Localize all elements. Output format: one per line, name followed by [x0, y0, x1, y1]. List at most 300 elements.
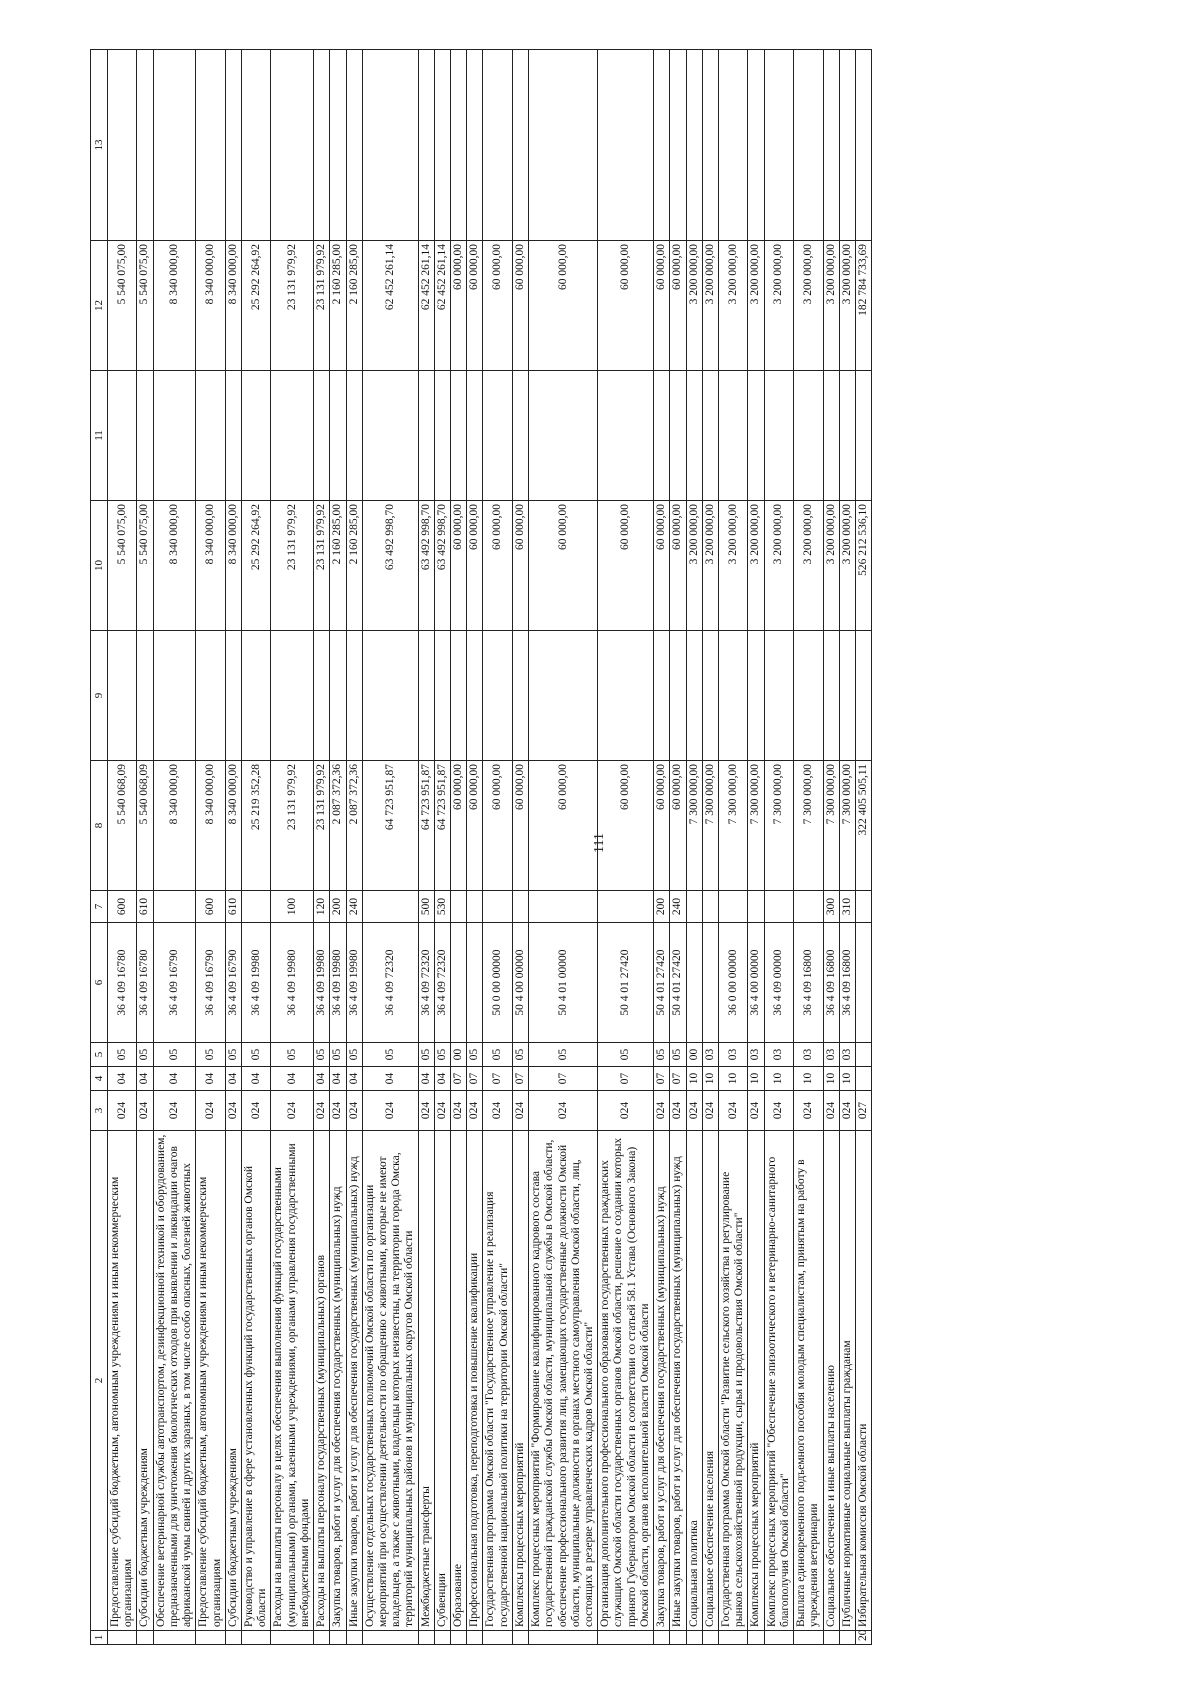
table-cell-c9	[137, 631, 153, 761]
table-cell-n	[346, 1631, 362, 1645]
table-row	[137, 50, 153, 1645]
table-cell-c8: 2 087 372,36	[346, 761, 362, 891]
table-cell-c5: 05	[529, 1043, 598, 1067]
table-cell-c7	[686, 891, 702, 923]
table-cell-c7: 310	[839, 891, 855, 923]
table-cell-c5: 05	[418, 1043, 434, 1067]
table-cell-c7: 240	[670, 891, 686, 923]
table-cell-c10: 3 200 000,00	[764, 501, 793, 631]
table-row	[823, 50, 839, 1645]
table-cell-c11	[434, 371, 450, 501]
table-cell-c13	[241, 50, 270, 241]
table-cell-c13	[855, 50, 871, 241]
table-cell-c9	[108, 631, 137, 761]
table-cell-c12: 60 000,00	[654, 241, 670, 371]
table-cell-c9	[794, 631, 823, 761]
table-cell-c8: 8 340 000,00	[153, 761, 196, 891]
table-row	[241, 50, 270, 1645]
table-cell-c9	[241, 631, 270, 761]
table-body	[108, 50, 872, 1645]
table-cell-c6: 36 4 09 19980	[241, 923, 270, 1043]
table-cell-n	[451, 1631, 467, 1645]
table-cell-c9	[654, 631, 670, 761]
table-cell-c10: 60 000,00	[670, 501, 686, 631]
table-cell-c13	[512, 50, 528, 241]
table-cell-name: Образование	[451, 1131, 467, 1631]
table-cell-c11	[346, 371, 362, 501]
table-cell-c7: 530	[434, 891, 450, 923]
table-cell-name: Комплексы процессных мероприятий	[512, 1131, 528, 1631]
table-cell-c4: 04	[196, 1067, 225, 1091]
table-cell-c11	[483, 371, 512, 501]
table-cell-name: Субсидии бюджетным учреждениям	[225, 1131, 241, 1631]
table-cell-c8: 7 300 000,00	[839, 761, 855, 891]
table-cell-c7: 100	[271, 891, 314, 923]
table-cell-n	[241, 1631, 270, 1645]
table-cell-c3: 024	[512, 1091, 528, 1131]
table-cell-c5: 05	[483, 1043, 512, 1067]
table-cell-c8: 64 723 951,87	[418, 761, 434, 891]
table-cell-c12: 60 000,00	[529, 241, 598, 371]
table-cell-c9	[451, 631, 467, 761]
table-cell-c12: 62 452 261,14	[362, 241, 418, 371]
table-cell-name: Социальная политика	[686, 1131, 702, 1631]
table-cell-c11	[108, 371, 137, 501]
table-cell-c3: 024	[346, 1091, 362, 1131]
table-cell-c11	[225, 371, 241, 501]
table-cell-c10: 3 200 000,00	[748, 501, 764, 631]
table-cell-c10: 60 000,00	[654, 501, 670, 631]
table-cell-c7	[512, 891, 528, 923]
table-cell-c12: 3 200 000,00	[794, 241, 823, 371]
table-cell-c4: 10	[794, 1067, 823, 1091]
table-cell-c9	[225, 631, 241, 761]
table-cell-c5: 05	[271, 1043, 314, 1067]
table-cell-c13	[346, 50, 362, 241]
table-cell-c4: 07	[529, 1067, 598, 1091]
table-cell-c10: 23 131 979,92	[271, 501, 314, 631]
table-cell-c12: 23 131 979,92	[314, 241, 330, 371]
table-cell-c7	[764, 891, 793, 923]
table-cell-c6: 36 4 09 16790	[153, 923, 196, 1043]
table-cell-name: Предоставление субсидий бюджетным, автономным учреждениям и иным некоммерческим организациям	[196, 1131, 225, 1631]
table-cell-c6	[702, 923, 718, 1043]
column-header-6: 6	[91, 923, 108, 1043]
table-cell-c3: 027	[855, 1091, 871, 1131]
table-cell-c13	[330, 50, 346, 241]
table-row	[346, 50, 362, 1645]
table-cell-n	[794, 1631, 823, 1645]
table-cell-c5: 05	[654, 1043, 670, 1067]
table-cell-c7	[451, 891, 467, 923]
table-cell-c13	[839, 50, 855, 241]
table-cell-c13	[764, 50, 793, 241]
table-cell-n	[512, 1631, 528, 1645]
table-cell-c7: 200	[654, 891, 670, 923]
table-cell-c12: 3 200 000,00	[748, 241, 764, 371]
table-cell-c3: 024	[529, 1091, 598, 1131]
table-row	[271, 50, 314, 1645]
table-cell-c11	[451, 371, 467, 501]
table-row	[670, 50, 686, 1645]
table-cell-c5: 03	[764, 1043, 793, 1067]
table-cell-c13	[794, 50, 823, 241]
table-cell-c7	[794, 891, 823, 923]
table-cell-c7	[467, 891, 483, 923]
table-cell-c9	[512, 631, 528, 761]
table-cell-c12: 3 200 000,00	[718, 241, 747, 371]
table-cell-c5: 05	[346, 1043, 362, 1067]
table-cell-c4: 07	[451, 1067, 467, 1091]
table-cell-c11	[418, 371, 434, 501]
table-cell-c6: 36 4 09 72320	[418, 923, 434, 1043]
table-cell-c10: 23 131 979,92	[314, 501, 330, 631]
table-cell-name: Комплекс процессных мероприятий "Формирование квалифицированного кадрового состава государственной гражданской службы Омской области, муниципальной службы в Омской области, обеспечение профессионального развития лиц, замещающих государственные должности Омской области, муниципальные должности в органах местного самоуправления Омской области, лиц, состоящих в резерве управленческих кадров Омской области"	[529, 1131, 598, 1631]
table-cell-c8: 322 405 505,11	[855, 761, 871, 891]
table-cell-c10: 3 200 000,00	[718, 501, 747, 631]
table-cell-c4: 04	[153, 1067, 196, 1091]
table-cell-c6: 36 4 09 16780	[137, 923, 153, 1043]
table-cell-c9	[434, 631, 450, 761]
table-cell-c13	[598, 50, 654, 241]
table-cell-c9	[196, 631, 225, 761]
column-header-10: 10	[91, 501, 108, 631]
page-number: 111	[591, 833, 607, 853]
table-cell-c9	[748, 631, 764, 761]
table-row	[794, 50, 823, 1645]
table-cell-n	[153, 1631, 196, 1645]
table-cell-c5: 05	[467, 1043, 483, 1067]
table-cell-name: Субсидии бюджетным учреждениям	[137, 1131, 153, 1631]
table-cell-c12: 62 452 261,14	[434, 241, 450, 371]
table-cell-c5: 05	[108, 1043, 137, 1067]
table-cell-c9	[855, 631, 871, 761]
table-cell-c3: 024	[153, 1091, 196, 1131]
table-cell-c10: 60 000,00	[467, 501, 483, 631]
table-cell-c11	[702, 371, 718, 501]
table-cell-name: Руководство и управление в сфере установленных функций государственных органов Омской области	[241, 1131, 270, 1631]
table-cell-c12: 60 000,00	[512, 241, 528, 371]
table-cell-c3: 024	[225, 1091, 241, 1131]
column-header-13: 13	[91, 50, 108, 241]
table-cell-c12: 3 200 000,00	[686, 241, 702, 371]
table-cell-n	[670, 1631, 686, 1645]
table-cell-c4: 07	[512, 1067, 528, 1091]
table-cell-c12: 3 200 000,00	[702, 241, 718, 371]
table-cell-c9	[702, 631, 718, 761]
table-cell-n	[418, 1631, 434, 1645]
table-cell-name: Комплексы процессных мероприятий	[748, 1131, 764, 1631]
table-cell-c13	[137, 50, 153, 241]
table-cell-c5: 05	[598, 1043, 654, 1067]
table-cell-c8: 8 340 000,00	[225, 761, 241, 891]
table-cell-c6: 50 4 01 27420	[654, 923, 670, 1043]
table-cell-c13	[418, 50, 434, 241]
table-cell-c5	[855, 1043, 871, 1067]
table-cell-c13	[702, 50, 718, 241]
table-cell-c6: 36 4 09 19980	[330, 923, 346, 1043]
table-cell-c5: 03	[748, 1043, 764, 1067]
table-cell-c12: 3 200 000,00	[823, 241, 839, 371]
table-cell-c7	[598, 891, 654, 923]
table-cell-c8: 2 087 372,36	[330, 761, 346, 891]
table-cell-c4: 04	[108, 1067, 137, 1091]
table-cell-c13	[670, 50, 686, 241]
table-cell-c8: 23 131 979,92	[271, 761, 314, 891]
table-cell-c11	[748, 371, 764, 501]
table-cell-c12: 23 131 979,92	[271, 241, 314, 371]
table-cell-n	[434, 1631, 450, 1645]
table-row	[330, 50, 346, 1645]
table-cell-c13	[108, 50, 137, 241]
table-cell-c12: 60 000,00	[467, 241, 483, 371]
table-cell-c11	[839, 371, 855, 501]
table-cell-c3: 024	[748, 1091, 764, 1131]
table-cell-c9	[346, 631, 362, 761]
table-cell-name: Иные закупки товаров, работ и услуг для обеспечения государственных (муниципальных) нужд	[670, 1131, 686, 1631]
table-cell-c6	[467, 923, 483, 1043]
table-cell-c9	[362, 631, 418, 761]
table-row	[108, 50, 137, 1645]
table-cell-c5: 05	[137, 1043, 153, 1067]
table-cell-c13	[196, 50, 225, 241]
table-cell-c12: 5 540 075,00	[108, 241, 137, 371]
table-cell-c10: 5 540 075,00	[137, 501, 153, 631]
table-cell-c8: 25 219 352,28	[241, 761, 270, 891]
column-header-8: 8	[91, 761, 108, 891]
table-cell-c11	[271, 371, 314, 501]
table-cell-c4: 04	[418, 1067, 434, 1091]
table-cell-c5: 03	[794, 1043, 823, 1067]
table-row	[598, 50, 654, 1645]
table-cell-c4: 07	[598, 1067, 654, 1091]
table-cell-c5: 05	[314, 1043, 330, 1067]
table-cell-n	[137, 1631, 153, 1645]
table-cell-c8: 7 300 000,00	[686, 761, 702, 891]
table-cell-n	[362, 1631, 418, 1645]
table-cell-c4: 04	[137, 1067, 153, 1091]
table-cell-name: Социальное обеспечение населения	[702, 1131, 718, 1631]
column-header-2: 2	[91, 1131, 108, 1631]
table-cell-c6	[855, 923, 871, 1043]
table-row	[748, 50, 764, 1645]
table-cell-c13	[451, 50, 467, 241]
table-cell-c12: 60 000,00	[670, 241, 686, 371]
table-cell-c4: 10	[823, 1067, 839, 1091]
table-cell-c13	[529, 50, 598, 241]
column-number-header	[91, 50, 108, 1645]
column-header-3: 3	[91, 1091, 108, 1131]
table-cell-c3: 024	[823, 1091, 839, 1131]
table-cell-c10: 3 200 000,00	[823, 501, 839, 631]
table-cell-c12: 25 292 264,92	[241, 241, 270, 371]
table-cell-c7	[718, 891, 747, 923]
table-cell-c7: 500	[418, 891, 434, 923]
table-cell-c12: 60 000,00	[483, 241, 512, 371]
table-cell-c4: 07	[467, 1067, 483, 1091]
table-cell-c10: 60 000,00	[512, 501, 528, 631]
table-cell-n	[529, 1631, 598, 1645]
table-cell-c12: 8 340 000,00	[196, 241, 225, 371]
table-cell-c11	[241, 371, 270, 501]
table-cell-c10: 60 000,00	[451, 501, 467, 631]
column-header-7: 7	[91, 891, 108, 923]
table-cell-c3: 024	[794, 1091, 823, 1131]
table-cell-c7: 240	[346, 891, 362, 923]
table-cell-c12: 8 340 000,00	[153, 241, 196, 371]
table-cell-c12: 5 540 075,00	[137, 241, 153, 371]
table-cell-c4: 04	[314, 1067, 330, 1091]
table-cell-c3: 024	[451, 1091, 467, 1131]
table-cell-c13	[823, 50, 839, 241]
table-cell-c8: 7 300 000,00	[702, 761, 718, 891]
table-row	[686, 50, 702, 1645]
table-cell-c10: 2 160 285,00	[346, 501, 362, 631]
table-cell-c7	[529, 891, 598, 923]
table-cell-c10: 8 340 000,00	[225, 501, 241, 631]
table-cell-c12: 62 452 261,14	[418, 241, 434, 371]
table-cell-c3: 024	[434, 1091, 450, 1131]
table-cell-name: Межбюджетные трансферты	[418, 1131, 434, 1631]
table-cell-c3: 024	[764, 1091, 793, 1131]
table-cell-c5: 03	[839, 1043, 855, 1067]
table-cell-c4: 10	[702, 1067, 718, 1091]
table-cell-c3: 024	[108, 1091, 137, 1131]
table-cell-c9	[718, 631, 747, 761]
table-cell-name: Расходы на выплаты персоналу государственных (муниципальных) органов	[314, 1131, 330, 1631]
table-cell-name: Публичные нормативные социальные выплаты гражданам	[839, 1131, 855, 1631]
table-cell-c7: 600	[108, 891, 137, 923]
table-cell-c10: 60 000,00	[529, 501, 598, 631]
table-cell-c6: 36 4 09 72320	[434, 923, 450, 1043]
table-cell-c8: 60 000,00	[670, 761, 686, 891]
table-cell-c8: 60 000,00	[529, 761, 598, 891]
table-cell-c10: 3 200 000,00	[839, 501, 855, 631]
table-cell-c9	[483, 631, 512, 761]
table-cell-c4: 10	[839, 1067, 855, 1091]
table-cell-c11	[529, 371, 598, 501]
column-header-11: 11	[91, 371, 108, 501]
table-cell-n	[823, 1631, 839, 1645]
table-cell-c10: 25 292 264,92	[241, 501, 270, 631]
table-cell-c5: 05	[225, 1043, 241, 1067]
table-cell-name: Расходы на выплаты персоналу в целях обеспечения выполнения функций государственными (муниципальными) органами, казенными учреждениями, органами управления государственными внебюджетными фондами	[271, 1131, 314, 1631]
table-cell-c4: 04	[346, 1067, 362, 1091]
table-cell-c5: 05	[330, 1043, 346, 1067]
table-cell-c5: 05	[670, 1043, 686, 1067]
column-header-9: 9	[91, 631, 108, 761]
table-row	[855, 50, 871, 1645]
table-cell-c5: 05	[512, 1043, 528, 1067]
table-cell-c9	[670, 631, 686, 761]
table-cell-c12: 60 000,00	[598, 241, 654, 371]
table-cell-c13	[686, 50, 702, 241]
table-cell-c9	[314, 631, 330, 761]
table-cell-c5: 05	[196, 1043, 225, 1067]
table-cell-name: Государственная программа Омской области "Государственное управление и реализация государственной национальной политики на территории Омской области"	[483, 1131, 512, 1631]
table-cell-name: Организация дополнительного профессионального образования государственных гражданских служащих Омской области государственных органов Омской области, решение о создании которых принято Губернатором Омской области в соответствии со статьей 58.1 Устава (Основного Закона) Омской области, органов исполнительной власти Омской области	[598, 1131, 654, 1631]
table-cell-c7	[855, 891, 871, 923]
table-cell-c13	[314, 50, 330, 241]
table-cell-c4: 10	[718, 1067, 747, 1091]
table-cell-c13	[434, 50, 450, 241]
table-cell-c6: 36 4 09 16790	[225, 923, 241, 1043]
table-cell-c10: 63 492 998,70	[418, 501, 434, 631]
table-row	[153, 50, 196, 1645]
table-cell-c11	[764, 371, 793, 501]
table-cell-c9	[764, 631, 793, 761]
table-cell-c12: 8 340 000,00	[225, 241, 241, 371]
table-cell-c3: 024	[483, 1091, 512, 1131]
table-cell-c8: 60 000,00	[654, 761, 670, 891]
table-row	[718, 50, 747, 1645]
table-cell-c5: 05	[362, 1043, 418, 1067]
table-cell-c8: 23 131 979,92	[314, 761, 330, 891]
table-cell-c6: 36 4 09 16790	[196, 923, 225, 1043]
table-cell-c4: 04	[434, 1067, 450, 1091]
table-cell-c6: 36 4 09 16780	[108, 923, 137, 1043]
table-cell-c9	[467, 631, 483, 761]
table-cell-c10: 3 200 000,00	[794, 501, 823, 631]
table-cell-c13	[225, 50, 241, 241]
table-cell-c3: 024	[362, 1091, 418, 1131]
table-row	[451, 50, 467, 1645]
table-cell-c10: 2 160 285,00	[330, 501, 346, 631]
table-cell-c7	[153, 891, 196, 923]
table-cell-c6: 50 4 01 27420	[670, 923, 686, 1043]
table-cell-c6: 36 4 00 00000	[748, 923, 764, 1043]
table-cell-c13	[271, 50, 314, 241]
table-cell-n	[598, 1631, 654, 1645]
table-cell-c11	[137, 371, 153, 501]
table-cell-c8: 7 300 000,00	[794, 761, 823, 891]
table-cell-c10: 63 492 998,70	[362, 501, 418, 631]
table-row	[314, 50, 330, 1645]
table-cell-n	[748, 1631, 764, 1645]
table-cell-c6: 50 0 00 00000	[483, 923, 512, 1043]
table-cell-n	[839, 1631, 855, 1645]
column-header-12: 12	[91, 241, 108, 371]
table-cell-n	[225, 1631, 241, 1645]
table-cell-c5: 05	[153, 1043, 196, 1067]
table-cell-name: Закупка товаров, работ и услуг для обеспечения государственных (муниципальных) нужд	[330, 1131, 346, 1631]
table-cell-c11	[823, 371, 839, 501]
table-cell-c6: 50 4 01 00000	[529, 923, 598, 1043]
table-cell-c7: 610	[225, 891, 241, 923]
table-cell-c8: 8 340 000,00	[196, 761, 225, 891]
table-cell-c10: 63 492 998,70	[434, 501, 450, 631]
table-cell-name: Обеспечение ветеринарной службы автотранспортом, дезинфекционной техникой и оборудованием, предназначенными для уничтожения биологических отходов при выявлении и ликвидации очагов африканской чумы свиней и других заразных, в том числе особо опасных, болезней животных	[153, 1131, 196, 1631]
table-cell-c11	[153, 371, 196, 501]
table-cell-c11	[794, 371, 823, 501]
table-cell-c3: 024	[330, 1091, 346, 1131]
table-cell-c9	[598, 631, 654, 761]
table-cell-c11	[467, 371, 483, 501]
table-cell-c4: 07	[654, 1067, 670, 1091]
table-cell-c13	[654, 50, 670, 241]
table-row	[483, 50, 512, 1645]
table-cell-c6: 50 4 01 27420	[598, 923, 654, 1043]
table-cell-name: Комплекс процессных мероприятий "Обеспечение эпизоотического и ветеринарно-санитарного благополучия Омской области"	[764, 1131, 793, 1631]
table-cell-c8: 60 000,00	[483, 761, 512, 891]
table-cell-name: Осуществление отдельных государственных полномочий Омской области по организации мероприятий при осуществлении деятельности по обращению с животными, которые не имеют владельцев, а также с животными, владельцы которых неизвестны, на территории города Омска, территорий муниципальных районов и муниципальных округов Омской области	[362, 1131, 418, 1631]
table-row	[512, 50, 528, 1645]
table-cell-c6: 36 4 09 00000	[764, 923, 793, 1043]
table-cell-name: Закупка товаров, работ и услуг для обеспечения государственных (муниципальных) нужд	[654, 1131, 670, 1631]
table-cell-name: Выплата единовременного подъемного пособия молодым специалистам, принятым на работу в учреждения ветеринарии	[794, 1131, 823, 1631]
table-cell-c13	[153, 50, 196, 241]
table-cell-c3: 024	[598, 1091, 654, 1131]
